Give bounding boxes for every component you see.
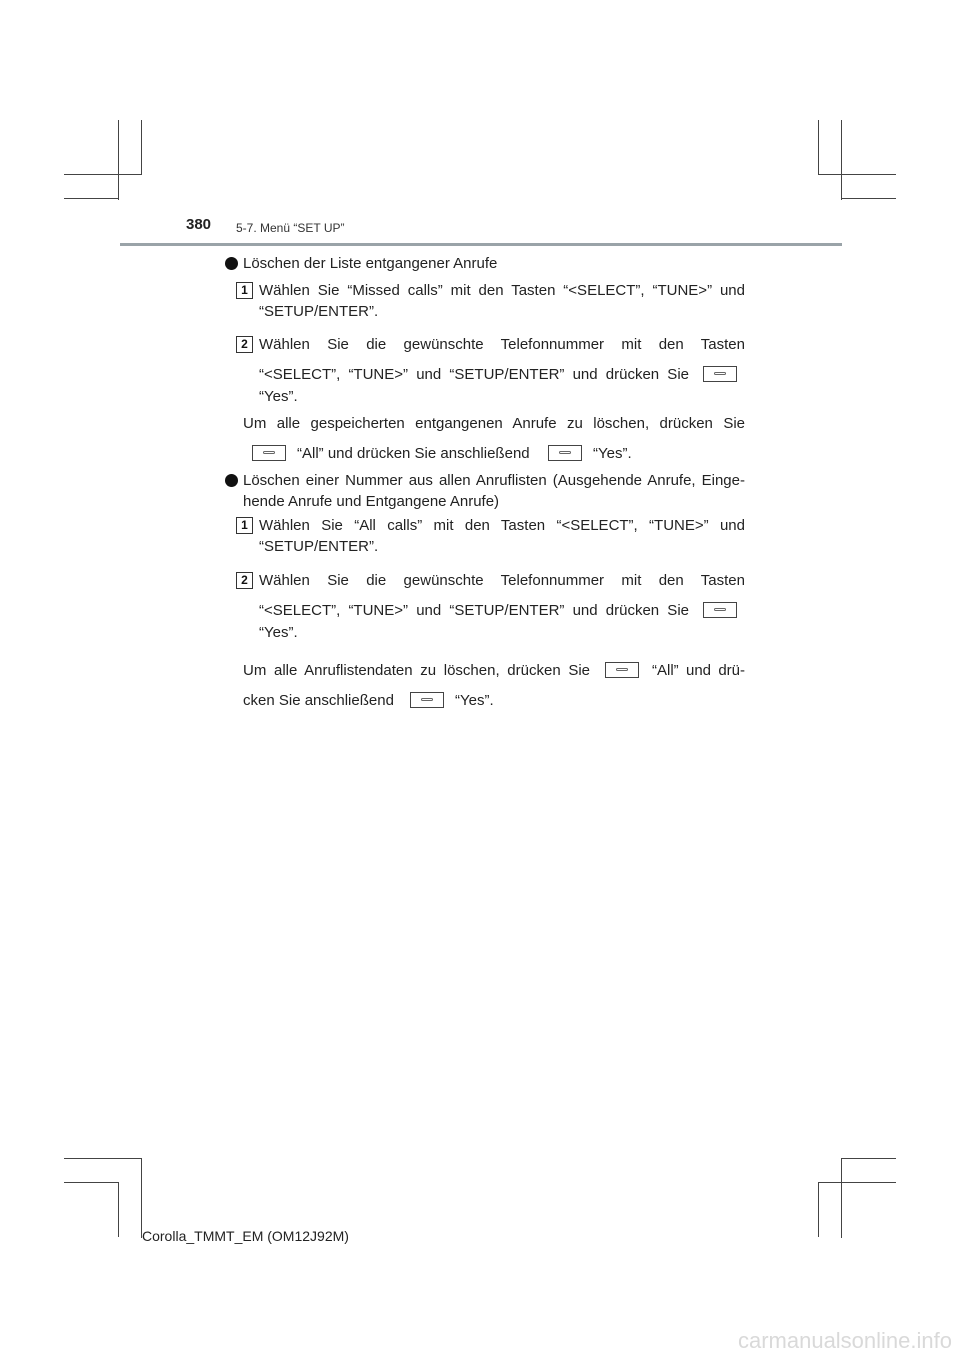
note-text: “All” und drücken Sie anschließend: [297, 445, 530, 462]
step-text: “Yes”.: [259, 388, 298, 405]
bullet-icon: [225, 474, 238, 487]
note-text: cken Sie anschließend: [243, 692, 394, 709]
step-text: Wählen Sie “All calls” mit den Tasten “<SELECT”, “TUNE>” und: [259, 517, 745, 534]
step-text: “SETUP/ENTER”.: [259, 538, 379, 555]
soft-key-icon: [548, 445, 582, 461]
step-number-icon: 1: [236, 517, 253, 534]
soft-key-icon: [703, 366, 737, 382]
note-text: Um alle gespeicherten entgangenen Anrufe zu löschen, drücken Sie: [243, 415, 745, 432]
step-number-icon: 1: [236, 282, 253, 299]
step-number-icon: 2: [236, 336, 253, 353]
soft-key-icon: [252, 445, 286, 461]
step-text: “<SELECT”, “TUNE>” und “SETUP/ENTER” und drücken Sie: [259, 602, 689, 619]
bullet-icon: [225, 257, 238, 270]
section-heading: hende Anrufe und Entgangene Anrufe): [243, 493, 500, 510]
manual-id: Corolla_TMMT_EM (OM12J92M): [142, 1228, 349, 1244]
note-text: “All” und drü-: [652, 662, 745, 679]
step-text: “SETUP/ENTER”.: [259, 303, 379, 320]
header-rule: [120, 243, 842, 246]
page-number: 380: [186, 216, 212, 233]
step-text: “Yes”.: [259, 624, 298, 641]
soft-key-icon: [410, 692, 444, 708]
soft-key-icon: [605, 662, 639, 678]
step-text: “<SELECT”, “TUNE>” und “SETUP/ENTER” und drücken Sie: [259, 366, 689, 383]
note-text: “Yes”.: [593, 445, 632, 462]
section-title: 5-7. Menü “SET UP”: [236, 221, 345, 235]
note-text: “Yes”.: [455, 692, 494, 709]
watermark: carmanualsonline.info: [737, 1328, 952, 1353]
step-number-icon: 2: [236, 572, 253, 589]
section-heading: Löschen einer Nummer aus allen Anruflisten (Ausgehende Anrufe, Einge-: [243, 472, 745, 489]
step-text: Wählen Sie die gewünschte Telefonnummer mit den Tasten: [259, 572, 745, 589]
section-heading: Löschen der Liste entgangener Anrufe: [243, 255, 498, 272]
step-text: Wählen Sie die gewünschte Telefonnummer mit den Tasten: [259, 336, 745, 353]
step-text: Wählen Sie “Missed calls” mit den Tasten “<SELECT”, “TUNE>” und: [259, 282, 745, 299]
soft-key-icon: [703, 602, 737, 618]
note-text: Um alle Anruflistendaten zu löschen, drücken Sie: [243, 662, 590, 679]
